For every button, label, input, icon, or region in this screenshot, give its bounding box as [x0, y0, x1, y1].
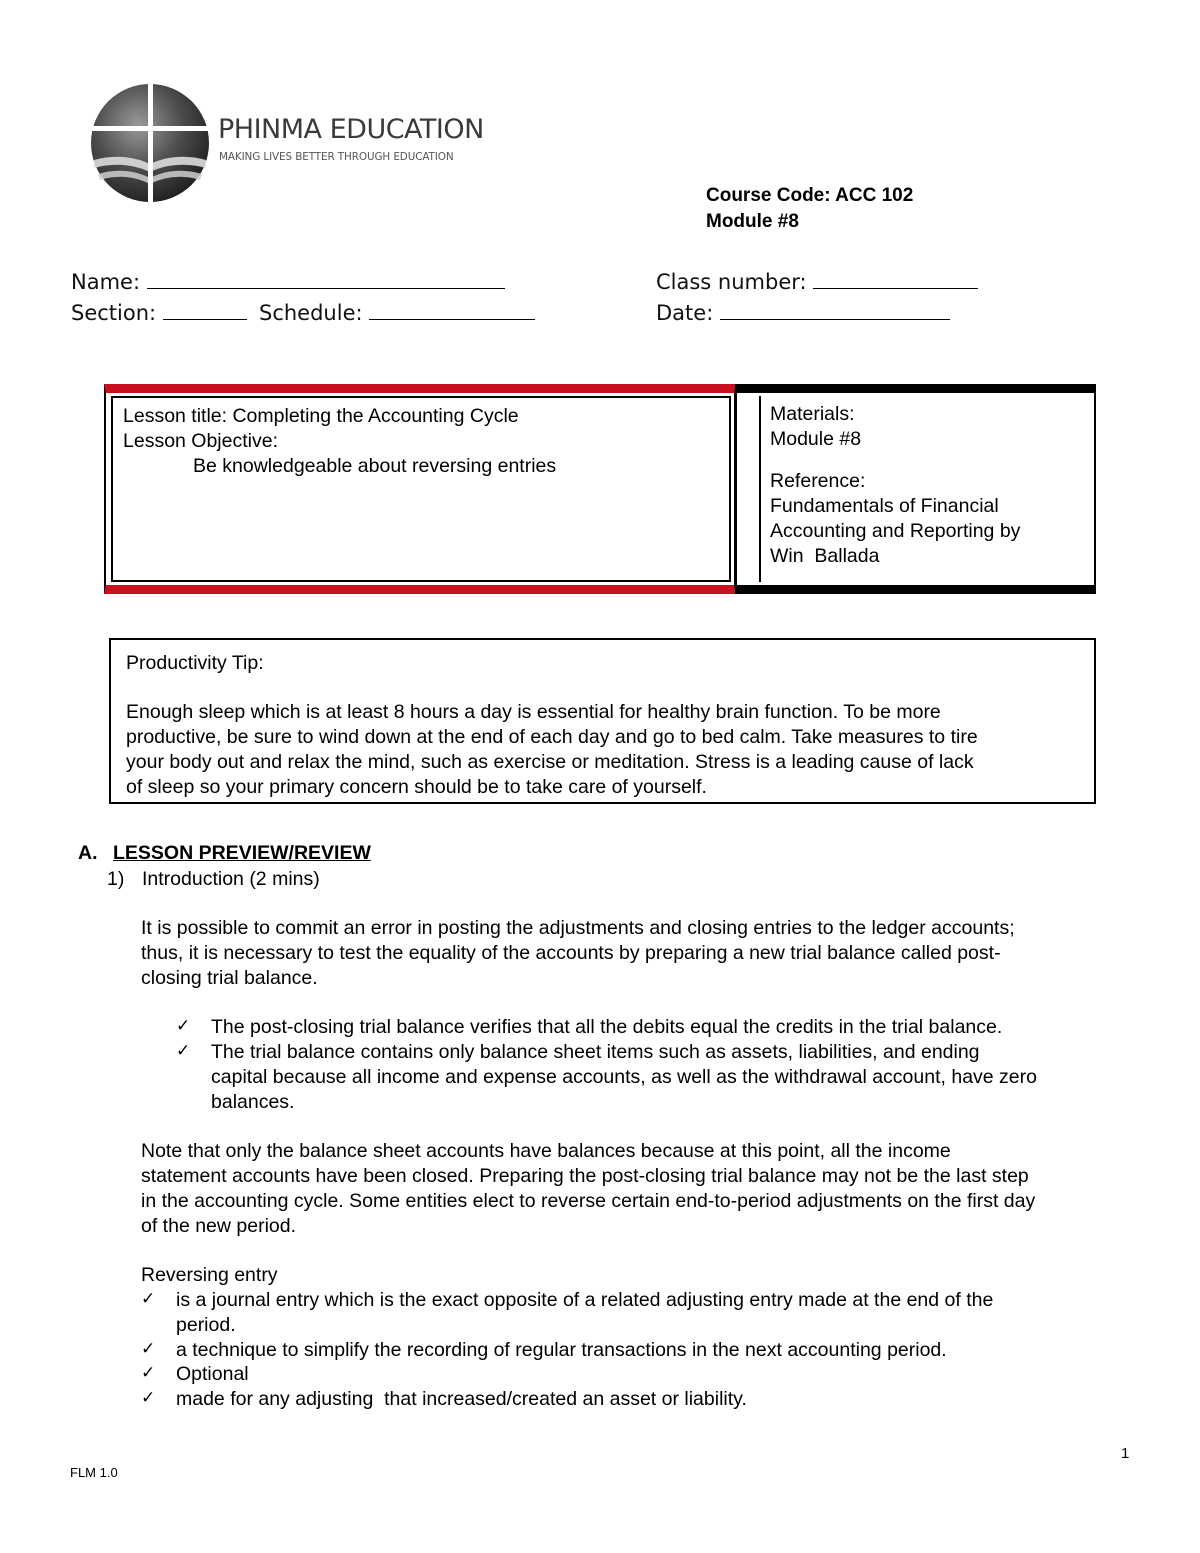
phinma-logo [84, 82, 484, 204]
class-number-label: Class number: [656, 270, 807, 294]
check-item: capital because all income and expense accounts, as well as the withdrawal account, have zero [211, 1066, 1037, 1088]
tip-line: of sleep so your primary concern should be to take care of yourself. [126, 776, 707, 798]
date-label: Date: [656, 301, 714, 325]
module-number: Module #8 [706, 211, 799, 232]
logo-brand: PHINMA EDUCATION [218, 114, 484, 145]
reference-line: Accounting and Reporting by [770, 520, 1021, 542]
schedule-blank[interactable] [369, 299, 535, 320]
reversing-item: is a journal entry which is the exact opposite of a related adjusting entry made at the end of the [176, 1289, 994, 1311]
footer-version: FLM 1.0 [70, 1465, 118, 1480]
intro-line: It is possible to commit an error in posting the adjustments and closing entries to the ledger accounts; [141, 917, 1015, 939]
phinma-globe-logo-icon [84, 82, 214, 204]
lesson-inner-frame [111, 396, 731, 582]
date-blank[interactable] [720, 299, 950, 320]
class-number-field[interactable] [656, 268, 978, 294]
note-line: of the new period. [141, 1215, 297, 1237]
reversing-label: Reversing entry [141, 1264, 278, 1286]
check-icon: ✓ [176, 1041, 191, 1060]
lesson-title: Lesson title: Completing the Accounting Cycle [123, 405, 519, 427]
materials-item: Module #8 [770, 428, 862, 450]
reversing-item: a technique to simplify the recording of regular transactions in the next accounting period. [176, 1339, 947, 1361]
tip-line: Enough sleep which is at least 8 hours a day is essential for healthy brain function. To be more [126, 701, 941, 723]
reversing-item: period. [176, 1314, 236, 1336]
check-icon: ✓ [141, 1289, 156, 1308]
materials-box [735, 384, 1096, 594]
intro-line: thus, it is necessary to test the equality of the accounts by preparing a new trial balance called post- [141, 942, 1001, 964]
class-number-blank[interactable] [813, 268, 978, 289]
section-title: LESSON PREVIEW/REVIEW [113, 842, 371, 864]
check-item: The post-closing trial balance verifies that all the debits equal the credits in the trial balance. [211, 1016, 1003, 1038]
section-field[interactable] [71, 299, 247, 325]
reference-line: Win Ballada [770, 545, 880, 567]
name-field[interactable] [71, 268, 505, 294]
reversing-item: made for any adjusting that increased/created an asset or liability. [176, 1388, 747, 1410]
productivity-tip-box [109, 638, 1096, 804]
note-line: in the accounting cycle. Some entities elect to reverse certain end-to-period adjustments on the first day [141, 1190, 1036, 1212]
lesson-objective: Be knowledgeable about reversing entries [193, 455, 557, 477]
course-code: Course Code: ACC 102 [706, 185, 914, 206]
tip-line: your body out and relax the mind, such as exercise or meditation. Stress is a leading cause of lack [126, 751, 974, 773]
check-icon: ✓ [141, 1388, 156, 1407]
logo-tagline: MAKING LIVES BETTER THROUGH EDUCATION [219, 151, 454, 163]
note-line: Note that only the balance sheet accounts have balances because at this point, all the income [141, 1140, 951, 1162]
schedule-field[interactable] [259, 299, 535, 325]
date-field[interactable] [656, 299, 950, 325]
name-label: Name: [71, 270, 141, 294]
section-letter: A. [78, 842, 98, 864]
tip-label: Productivity Tip: [126, 652, 264, 674]
check-icon: ✓ [176, 1016, 191, 1035]
intro-line: closing trial balance. [141, 967, 318, 989]
item-number: 1) [107, 868, 125, 890]
reversing-item: Optional [176, 1363, 249, 1385]
check-icon: ✓ [141, 1363, 156, 1382]
check-item: balances. [211, 1091, 295, 1113]
lesson-box [104, 384, 736, 594]
schedule-label: Schedule: [259, 301, 363, 325]
check-icon: ✓ [141, 1339, 156, 1358]
reference-label: Reference: [770, 470, 866, 492]
note-line: statement accounts have been closed. Preparing the post-closing trial balance may not be the last step [141, 1165, 1029, 1187]
section-label: Section: [71, 301, 157, 325]
page-number: 1 [1121, 1445, 1130, 1462]
materials-label: Materials: [770, 403, 855, 425]
materials-inner-frame [759, 396, 1094, 582]
check-item: The trial balance contains only balance sheet items such as assets, liabilities, and ending [211, 1041, 980, 1063]
item-title: Introduction (2 mins) [142, 868, 320, 890]
name-blank[interactable] [147, 268, 505, 289]
section-blank[interactable] [163, 299, 247, 320]
tip-line: productive, be sure to wind down at the end of each day and go to bed calm. Take measures to tire [126, 726, 978, 748]
lesson-objective-label: Lesson Objective: [123, 430, 279, 452]
reference-line: Fundamentals of Financial [770, 495, 999, 517]
